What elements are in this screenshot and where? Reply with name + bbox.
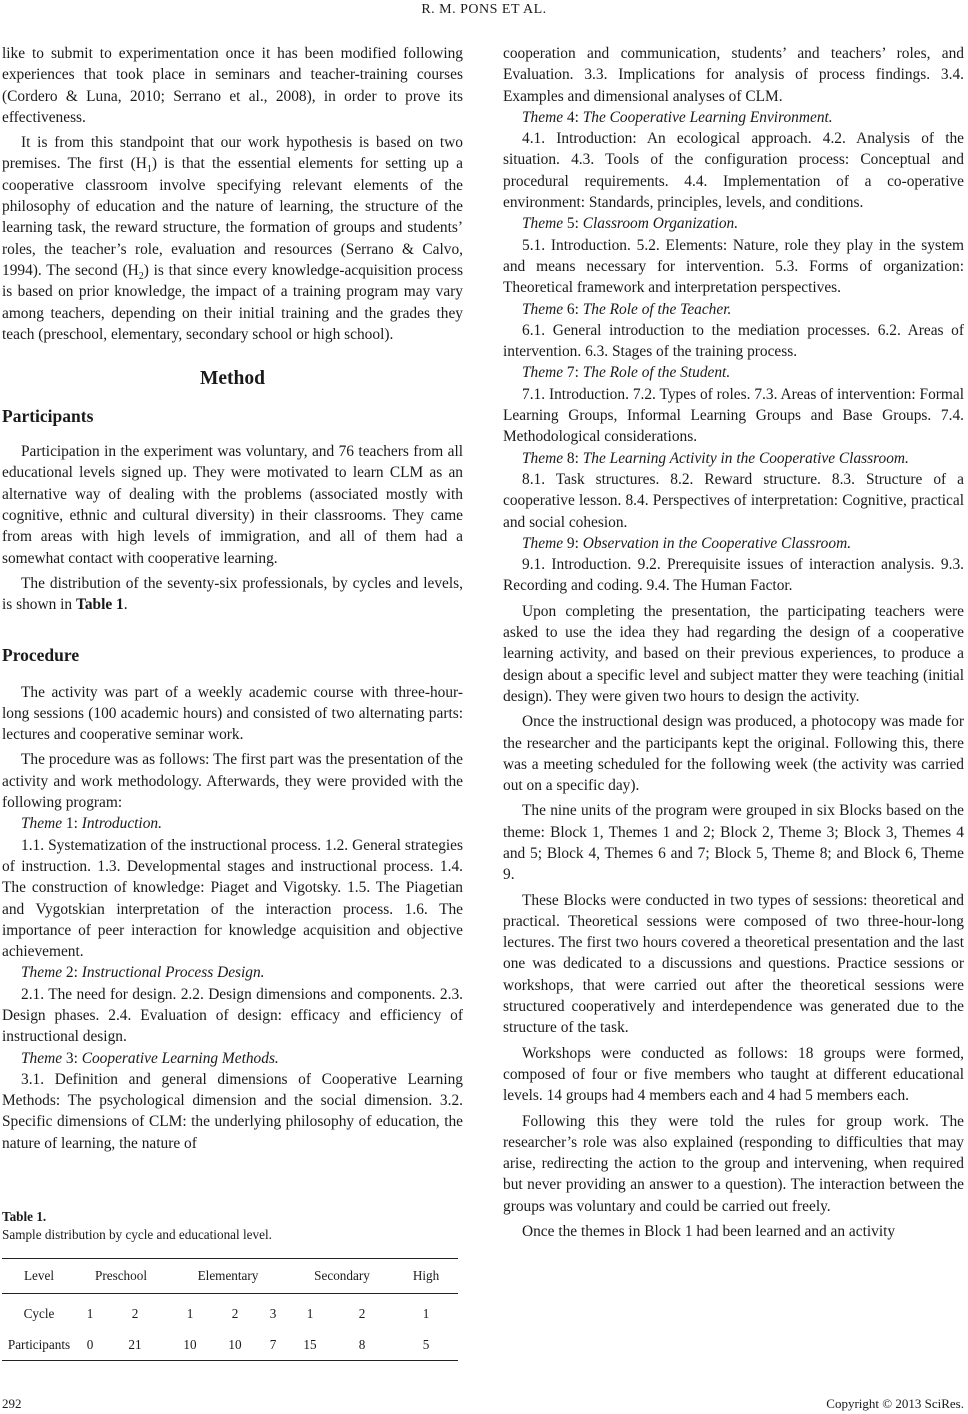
table-reference: Table 1 (75, 596, 124, 614)
paragraph: The nine units of the program were grouped in six Blocks based on the theme: Block 1, Themes 1 and 2; Block 2, Theme 3; Block 3, Themes 4 and 5; Block 4, Themes 6 and 7; Block 5, Theme 8; and Block 6, Theme 9. (503, 802, 964, 884)
theme-body: 3.1. Definition and general dimensions of Cooperative Learning Methods: The psychological dimension and the social dimension. 3.2. Specific dimensions of CLM: the underlying philosophy of education, the nature of learning, the nature of (2, 1070, 463, 1152)
theme-body: 8.1. Task structures. 8.2. Reward structure. 8.3. Structure of a cooperative lesson. 8.4. Perspectives of interpretation: Cognitive, practical and social cohesion. (503, 470, 964, 531)
paragraph: Once the instructional design was produced, a photocopy was made for the researcher and the participants kept the original. Following this, there was a meeting scheduled for the following week (the activity was carried out on a specific day). (503, 713, 964, 795)
table-cell: 1 (186, 1306, 194, 1321)
header-cell: High (394, 1259, 458, 1294)
running-header: R. M. PONS ET AL. (421, 2, 547, 17)
paragraph: The distribution of the seventy-six professionals, by cycles and levels, is shown in Table 1. (2, 574, 463, 614)
paragraph: The procedure was as follows: The first part was the presentation of the activity and work methodology. Afterwards, they were provided with the following program: (2, 751, 463, 812)
paragraph: Upon completing the presentation, the participating teachers were asked to use the idea they had regarding the design of a cooperative learning activity, and based on their previous experiences, to produce a design about a specific level and subject matter they were teaching (initial design). They were given two hours to design the activity. (503, 602, 964, 705)
theme-title: Theme 9: Observation in the Cooperative Classroom. (522, 534, 852, 552)
header-cell: Preschool (76, 1259, 166, 1294)
table-cell: 0 (76, 1330, 104, 1361)
table-cell: 3 (269, 1306, 277, 1321)
paragraph: Following this they were told the rules for group work. The researcher’s role was also explained (responding to difficulties that may arise, redirecting the action to the group and intervening, when required but never providing an answer to a question). The interaction between the groups was voluntary and could be carried out freely. (503, 1112, 964, 1215)
table-cell: 10 (166, 1330, 214, 1361)
row-label: Cycle (23, 1306, 55, 1321)
table-block (2, 1208, 460, 1361)
paragraph: These Blocks were conducted in two types of sessions: theoretical and practical. Theoretical sessions were composed of two three-hour-long lectures. The first two hours covered a theoretical presentation and the last one was dedicated to a discussions and questions. Practice sessions or workshops, that were carried out after the theoretical sessions were structured cooperatively and interdependence was generated due to the structure of the task. (503, 891, 964, 1037)
theme-title: Theme 5: Classroom Organization. (522, 215, 739, 233)
page-number: 292 (2, 1396, 22, 1411)
subsection-heading-participants: Participants (2, 406, 94, 427)
theme-title: Theme 7: The Role of the Student. (522, 364, 731, 382)
theme-body: 7.1. Introduction. 7.2. Types of roles. 7.3. Areas of intervention: Formal Learning Groups, Informal Learning Groups and Base Groups. 7.4. Methodological considerations. (503, 385, 964, 446)
table-row (2, 1294, 458, 1331)
subsection-heading-procedure: Procedure (2, 644, 80, 665)
theme-title: Theme 4: The Cooperative Learning Environment. (522, 108, 833, 126)
table-cell: 21 (104, 1330, 166, 1361)
table-row (2, 1330, 458, 1361)
table-cell: 1 (422, 1306, 430, 1321)
table-cell: 8 (330, 1330, 394, 1361)
theme-title: Theme 1: Introduction. (21, 815, 162, 833)
hypothesis-paragraph: It is from this standpoint that our work hypothesis is based on two premises. The first $(H_1)$ is that the essential elements for setting up a cooperative classroom involve specifying relevant elements of the philosophy of education and the nature of learning, the structure of the learning task, the reward structure, the formation of groups and students’ roles, the teacher’s role, evaluation and resources (Serrano & Calvo, 1994). The second $(H_2)$ is that since every knowledge-acquisition process is based on prior knowledge, the impact of a training program may vary among teachers, depending on their initial training and the grades they teach (preschool, elementary, secondary school or high school). (2, 134, 463, 343)
theme-title: Theme 2: Instructional Process Design. (21, 964, 265, 982)
theme-body: 2.1. The need for design. 2.2. Design dimensions and components. 2.3. Design phases. 2.4. Evaluation of design: efficacy and efficiency of instructional design. (2, 985, 463, 1046)
paragraph: The activity was part of a weekly academic course with three-hour-long sessions (100 academic hours) and consisted of two alternating parts: lectures and cooperative seminar work. (2, 683, 463, 744)
table-cell: 1 (306, 1306, 314, 1321)
paragraph: Once the themes in Block 1 had been learned and an activity (522, 1223, 896, 1241)
table-cell: 2 (358, 1306, 366, 1321)
table-header-row (2, 1259, 458, 1294)
theme-title: Theme 3: Cooperative Learning Methods. (21, 1049, 279, 1067)
header-cell: Secondary (290, 1259, 394, 1294)
table-cell: 2 (231, 1306, 239, 1321)
header-cell: Level (2, 1259, 76, 1294)
table-label: Table 1. (2, 1209, 47, 1224)
section-heading-method: Method (200, 368, 265, 390)
table-cell: 2 (131, 1306, 139, 1321)
theme-title: Theme 8: The Learning Activity in the Cooperative Classroom. (522, 449, 909, 467)
theme-body: 1.1. Systematization of the instructional process. 1.2. General strategies of instruction. 1.3. Developmental stages and instructional process. 1.4. The construction of knowledge: Piaget and Vigotsky. 1.5. The Piagetian and Vygotskian interpretation of the interaction process. 1.6. The importance of peer interaction for knowledge acquisition and objective achievement. (2, 836, 463, 961)
paragraph: cooperation and communication, students’ and teachers’ roles, and Evaluation. 3.3. Implications for analysis of process findings. 3.4. Examples and dimensional analyses of CLM. (503, 45, 964, 105)
sample-distribution-table (2, 1258, 458, 1361)
left-column (2, 43, 463, 1154)
table-cell: 1 (86, 1306, 94, 1321)
theme-title: Theme 6: The Role of the Teacher. (522, 300, 732, 318)
paragraph: Participation in the experiment was voluntary, and 76 teachers from all educational levels signed up. They were motivated to learn CLM as an alternative way of dealing with the problems (associated mostly with cognitive, ethnic and cultural diversity) in their classrooms. They came from areas with high levels of immigration, and all of them had a somewhat contact with cooperative learning. (2, 443, 463, 567)
table-cell: 15 (290, 1330, 330, 1361)
theme-body: 5.1. Introduction. 5.2. Elements: Nature, role they play in the system and means necessary for intervention. 5.3. Forms of organization: Theoretical framework and interpretation perspectives. (503, 236, 964, 297)
theme-body: 9.1. Introduction. 9.2. Prerequisite issues of interaction analysis. 9.3. Recording and coding. 9.4. The Human Factor. (503, 556, 964, 595)
table-cell: 10 (214, 1330, 256, 1361)
right-column (503, 43, 964, 1242)
theme-body: 6.1. General introduction to the mediation processes. 6.2. Areas of intervention. 6.3. Stages of the training process. (503, 321, 964, 361)
paragraph: like to submit to experimentation once it has been modified following experiences that took place in seminars and teacher-training courses (Cordero & Luna, 2010; Serrano et al., 2008), in order to prove its effectiveness. (2, 45, 463, 126)
table-cell: 7 (256, 1330, 290, 1361)
copyright-notice: Copyright © 2013 SciRes. (826, 1396, 964, 1411)
table-caption: Sample distribution by cycle and educational level. (2, 1227, 272, 1242)
row-label: Participants (2, 1330, 76, 1361)
header-cell: Elementary (166, 1259, 290, 1294)
table-cell: 5 (394, 1330, 458, 1361)
paragraph: Workshops were conducted as follows: 18 groups were formed, composed of four or five members who taught at different educational levels. 14 groups had 4 members each and 4 had 5 members each. (503, 1044, 964, 1105)
theme-body: 4.1. Introduction: An ecological approach. 4.2. Analysis of the situation. 4.3. Tools of the configuration process: Conceptual and procedural requirements. 4.4. Implementation of a co-operative environment: Standards, principles, levels, and conditions. (503, 130, 964, 212)
